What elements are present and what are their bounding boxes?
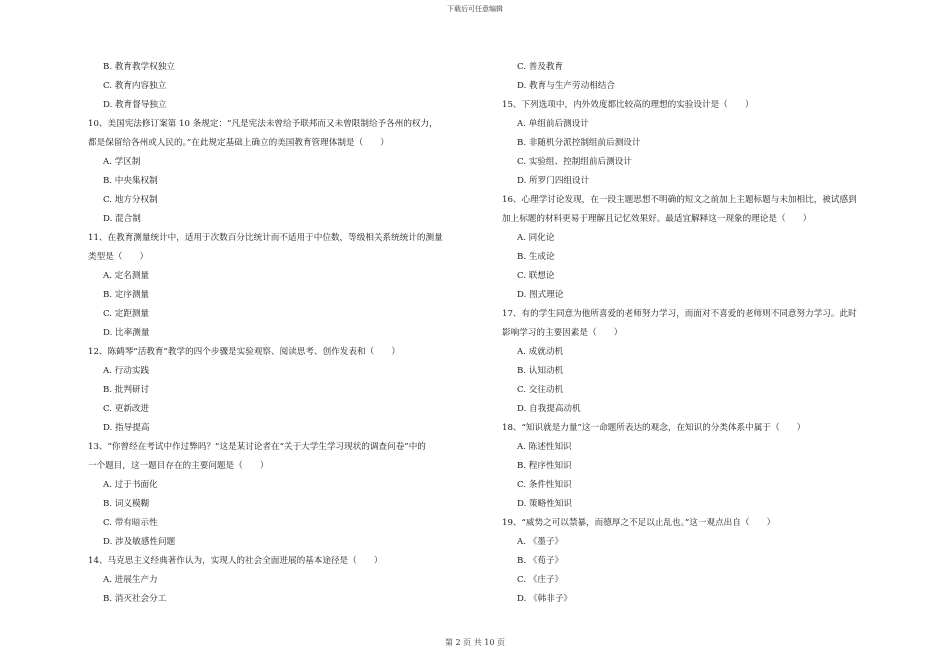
answer-option: C. 教育内容独立 xyxy=(103,81,167,91)
question-text: 17、有的学生同意为他所喜爱的老师努力学习，而面对不喜爱的老师则不同意努力学习。此时 xyxy=(502,309,857,319)
answer-option: A. 进展生产力 xyxy=(103,575,158,585)
answer-option: A. 过于书面化 xyxy=(103,480,158,490)
answer-option: C. 带有暗示性 xyxy=(103,518,158,528)
answer-option: B. 词义模糊 xyxy=(103,499,150,509)
question-text: 14、马克思主义经典著作认为，实现人的社会全面进展的基本途径是（ ） xyxy=(88,556,383,566)
answer-option: D. 教育与生产劳动相结合 xyxy=(517,81,615,91)
question-text-continuation: 都是保留给各州或人民的。”在此规定基础上确立的美国教育管理体制是（ ） xyxy=(88,138,389,148)
answer-option: D. 自我提高动机 xyxy=(517,404,581,414)
answer-option: A. 《墨子》 xyxy=(517,537,564,547)
answer-option: C. 定距测量 xyxy=(103,309,150,319)
answer-option: C. 条件性知识 xyxy=(517,480,572,490)
question-text: 16、心理学讨论发现，在一段主题思想不明确的短文之前加上主题标题与未加相比，被试感到 xyxy=(502,195,857,205)
question-text: 18、“知识就是力量”这一命题所表达的观念，在知识的分类体系中属于（ ） xyxy=(502,423,806,433)
answer-option: B. 非随机分派控制组前后测设计 xyxy=(517,138,641,148)
left-column xyxy=(88,58,484,609)
answer-option: C. 实验组、控制组前后测设计 xyxy=(517,157,632,167)
question-text: 11、在教育测量统计中，适用于次数百分比统计而不适用于中位数，等级相关系统统计的测量 xyxy=(88,233,443,243)
answer-option: D. 策略性知识 xyxy=(517,499,573,509)
answer-option: C. 地方分权制 xyxy=(103,195,158,205)
question-text-continuation: 一个题目，这一题目存在的主要问题是（ ） xyxy=(88,461,269,471)
answer-option: D. 图式理论 xyxy=(517,290,564,300)
answer-option: A. 学区制 xyxy=(103,157,141,167)
question-text: 12、陈鹤琴“活教育”教学的四个步骤是实验观察、阅读思考、创作发表和（ ） xyxy=(88,347,400,357)
answer-option: C. 联想论 xyxy=(517,271,555,281)
answer-option: B. 教育教学权独立 xyxy=(103,62,175,72)
answer-option: B. 程序性知识 xyxy=(517,461,572,471)
answer-option: C. 《庄子》 xyxy=(517,575,564,585)
answer-option: B. 定序测量 xyxy=(103,290,150,300)
answer-option: D. 比率测量 xyxy=(103,328,150,338)
answer-option: C. 普及教育 xyxy=(517,62,564,72)
question-text: 10、美国宪法修订案第 10 条规定：“凡是宪法未曾给予联邦而又未曾限制给予各州的权力， xyxy=(88,119,438,129)
answer-option: D. 混合制 xyxy=(103,214,141,224)
answer-option: B. 生成论 xyxy=(517,252,555,262)
question-text: 19、“威势之可以禁暴，而德厚之不足以止乱也。”这一观点出自（ ） xyxy=(502,518,776,528)
answer-option: D. 指导提高 xyxy=(103,423,150,433)
answer-option: D. 教育督导独立 xyxy=(103,100,167,110)
right-column xyxy=(502,58,898,609)
answer-option: A. 陈述性知识 xyxy=(517,442,572,452)
answer-option: B. 《荀子》 xyxy=(517,556,564,566)
answer-option: C. 交往动机 xyxy=(517,385,564,395)
answer-option: D. 所罗门四组设计 xyxy=(517,176,590,186)
answer-option: B. 认知动机 xyxy=(517,366,564,376)
answer-option: B. 批判研讨 xyxy=(103,385,150,395)
answer-option: D. 《韩非子》 xyxy=(517,594,573,604)
answer-option: A. 成就动机 xyxy=(517,347,564,357)
answer-option: B. 中央集权制 xyxy=(103,176,158,186)
question-text-continuation: 加上标题的材料更易于理解且记忆效果好。最适宜解释这一现象的理论是（ ） xyxy=(502,214,812,224)
answer-option: C. 更新改进 xyxy=(103,404,150,414)
answer-option: D. 涉及敏感性问题 xyxy=(103,537,176,547)
answer-option: A. 定名测量 xyxy=(103,271,150,281)
question-text-continuation: 影响学习的主要因素是（ ） xyxy=(502,328,623,338)
page-header: 下载后可任意编辑 xyxy=(447,5,503,13)
question-text: 15、下列选项中，内外效度都比较高的理想的实验设计是（ ） xyxy=(502,100,754,110)
question-text-continuation: 类型是（ ） xyxy=(88,252,149,262)
question-text: 13、“你曾经在考试中作过弊吗？”这是某讨论者在“关于大学生学习现状的调查问卷”中的 xyxy=(88,442,426,452)
page-footer: 第 2 页 共 10 页 xyxy=(445,638,505,647)
answer-option: B. 消灭社会分工 xyxy=(103,594,167,604)
answer-option: A. 单组前后测设计 xyxy=(517,119,589,129)
answer-option: A. 行动实践 xyxy=(103,366,150,376)
answer-option: A. 同化论 xyxy=(517,233,555,243)
